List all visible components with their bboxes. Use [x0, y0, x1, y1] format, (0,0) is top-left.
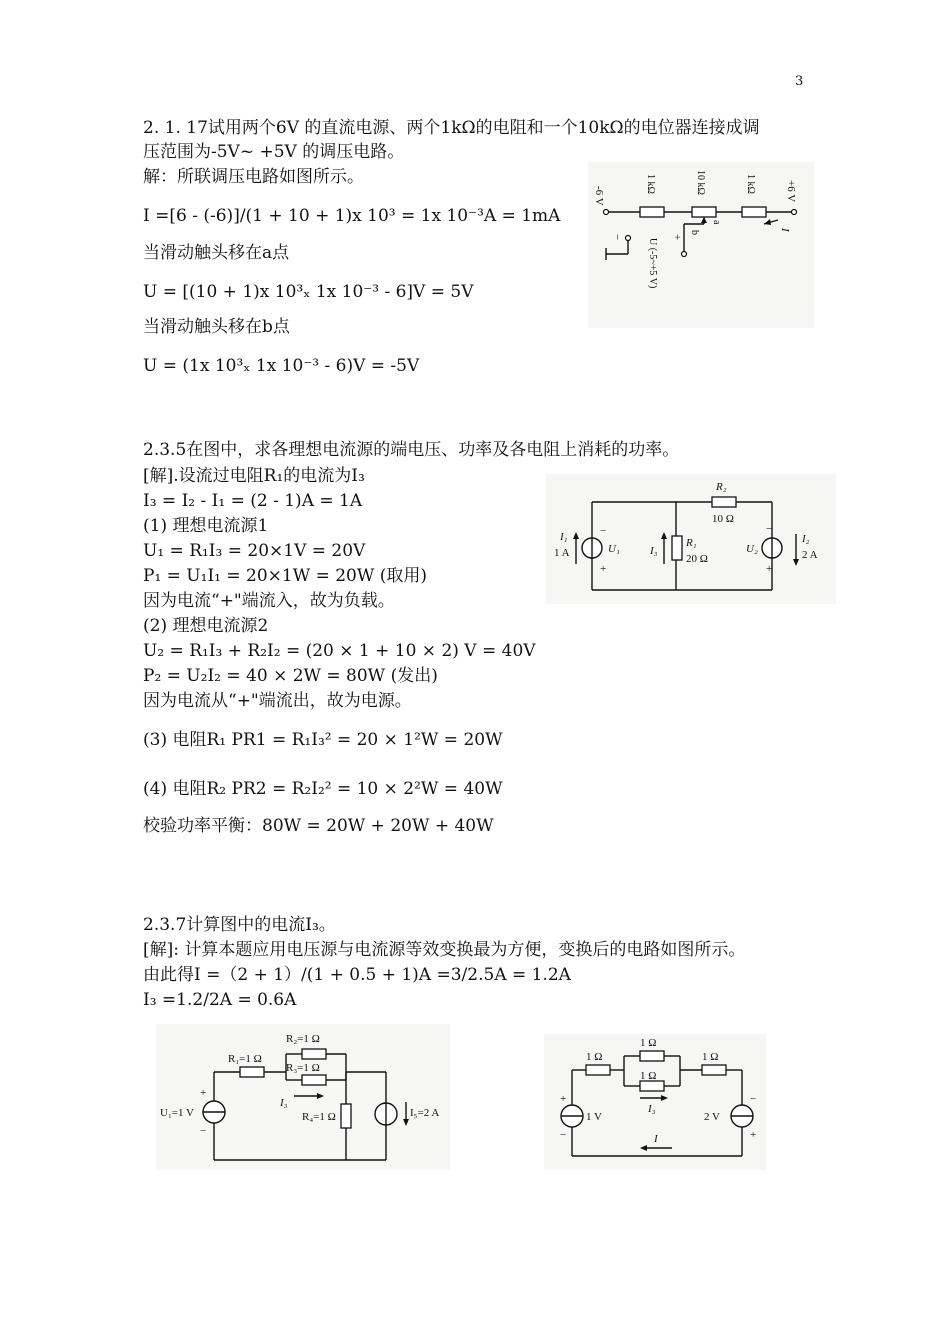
fig3r-i3: I₃ — [648, 1103, 656, 1115]
figure-original-circuit — [156, 1024, 450, 1170]
problem-2-3-5-r1-line: (3) 电阻R₁ PR1 = R₁I₃² = 20 × 1²W = 20W — [143, 730, 503, 750]
problem-2-1-17-case-b: 当滑动触头移在b点 — [143, 317, 290, 337]
fig3r-minus-right: − — [750, 1093, 757, 1105]
fig1-minus: − — [611, 234, 623, 241]
problem-2-3-5-question: 2.3.5在图中，求各理想电流源的端电压、功率及各电阻上消耗的功率。 — [143, 440, 680, 460]
fig2-i2-value: 2 A — [802, 549, 818, 561]
problem-2-3-7-solution: [解]: 计算本题应用电压源与电流源等效变换最为方便，变换后的电路如图所示。 — [143, 940, 746, 960]
fig3l-u1: U₁=1 V — [160, 1107, 194, 1119]
problem-2-3-5-eq-u2: U₂ = R₁I₃ + R₂I₂ = (20 × 1 + 10 × 2) V = 40V — [143, 641, 536, 661]
problem-2-3-5-r2-line: (4) 电阻R₂ PR2 = R₂I₂² = 10 × 2²W = 40W — [143, 779, 503, 799]
problem-2-3-5-eq-i3: I₃ = I₂ - I₁ = (2 - 1)A = 1A — [143, 491, 363, 511]
problem-2-3-7-eq-i: 由此得I =（2 + 1）/(1 + 0.5 + 1)A =3/2.5A = 1.2A — [143, 965, 571, 985]
fig1-current: I — [779, 228, 791, 232]
fig3r-r-left: 1 Ω — [586, 1051, 603, 1063]
fig3r-r-bottom: 1 Ω — [640, 1070, 657, 1082]
fig3r-r-top: 1 Ω — [640, 1037, 657, 1049]
problem-2-3-5-eq-p2: P₂ = U₂I₂ = 40 × 2W = 80W (发出) — [143, 666, 438, 686]
problem-2-1-17-eq-b: U = (1x 10³ₓ 1x 10⁻³ - 6)V = -5V — [143, 356, 420, 376]
figure-current-sources — [546, 474, 836, 604]
fig2-i1-value: 1 A — [554, 547, 570, 559]
fig1-left-source: -6 V — [593, 186, 605, 206]
figure-voltage-divider — [588, 162, 814, 328]
problem-2-3-5-balance: 校验功率平衡：80W = 20W + 20W + 40W — [143, 816, 494, 836]
problem-2-1-17-solution-intro: 解：所联调压电路如图所示。 — [143, 167, 364, 187]
problem-2-1-17-question-line2: 压范围为-5V~ +5V 的调压电路。 — [143, 142, 405, 162]
fig3l-i5: I₅=2 A — [410, 1107, 440, 1119]
fig3l-plus: + — [200, 1087, 207, 1099]
fig1-r-left: 1 kΩ — [645, 174, 656, 194]
fig1-node-b: b — [689, 230, 700, 235]
problem-2-3-5-src1-heading: (1) 理想电流源1 — [143, 516, 269, 536]
problem-2-1-17-question-line1: 2. 1. 17试用两个6V 的直流电源、两个1kΩ的电阻和一个10kΩ的电位器连接成调 — [143, 118, 760, 138]
fig2-src2-minus: − — [766, 523, 773, 535]
fig3r-minus-left: − — [560, 1129, 567, 1141]
fig2-u1: U₁ — [608, 543, 620, 555]
fig2-r1-name: R₁ — [686, 537, 697, 549]
problem-2-3-5-assume: [解].设流过电阻R₁的电流为I₃ — [143, 466, 365, 486]
fig3l-r1: R₁=1 Ω — [228, 1053, 262, 1065]
fig1-r-right: 1 kΩ — [745, 174, 756, 194]
fig1-node-a: a — [711, 220, 722, 225]
fig1-right-source: +6 V — [785, 180, 797, 203]
fig3r-current: I — [654, 1133, 658, 1145]
fig3l-minus: − — [200, 1125, 207, 1137]
fig3l-r3: R₃=1 Ω — [286, 1062, 320, 1074]
problem-2-3-7-eq-i3: I₃ =1.2/2A = 0.6A — [143, 990, 297, 1010]
fig2-i2-name: I₂ — [802, 533, 810, 545]
fig2-i1-name: I₁ — [560, 531, 568, 543]
problem-2-1-17-eq-current: I =[6 - (-6)]/(1 + 10 + 1)x 10³ = 1x 10⁻³A = 1mA — [143, 206, 561, 226]
problem-2-3-7-question: 2.3.7计算图中的电流I₃。 — [143, 915, 336, 935]
fig3r-plus-right: + — [750, 1129, 757, 1141]
fig3l-r4: R₄=1 Ω — [302, 1111, 336, 1123]
fig2-src1-minus: − — [600, 525, 607, 537]
fig1-output: U (-5~+5 V) — [647, 238, 658, 289]
problem-2-3-5-src2-note: 因为电流从“+"端流出，故为电源。 — [143, 691, 412, 711]
fig3r-plus-left: + — [560, 1093, 567, 1105]
fig1-plus: + — [671, 234, 683, 241]
fig3r-v-right: 2 V — [704, 1111, 720, 1123]
fig2-src2-plus: + — [766, 563, 773, 575]
fig1-pot: 10 kΩ — [695, 170, 706, 195]
figure-transformed-circuit — [544, 1034, 766, 1170]
fig2-u2: U₂ — [746, 543, 758, 555]
problem-2-3-5-eq-p1: P₁ = U₁I₁ = 20×1W = 20W (取用) — [143, 566, 428, 586]
problem-2-1-17-case-a: 当滑动触头移在a点 — [143, 243, 290, 263]
fig2-r2-name: R₂ — [716, 481, 727, 493]
page-number: 3 — [795, 74, 804, 89]
fig2-r2-value: 10 Ω — [712, 513, 734, 525]
problem-2-1-17-eq-a: U = [(10 + 1)x 10³ₓ 1x 10⁻³ - 6]V = 5V — [143, 282, 474, 302]
fig2-i3: I₃ — [650, 545, 658, 557]
problem-2-3-5-src1-note: 因为电流“+"端流入，故为负载。 — [143, 591, 395, 611]
fig3r-r-right: 1 Ω — [702, 1051, 719, 1063]
fig2-src1-plus: + — [600, 563, 607, 575]
fig3l-r2: R₂=1 Ω — [286, 1033, 320, 1045]
fig3r-v-left: 1 V — [586, 1111, 602, 1123]
problem-2-3-5-src2-heading: (2) 理想电流源2 — [143, 616, 269, 636]
fig2-r1-value: 20 Ω — [686, 553, 708, 565]
fig3l-i3: I₃ — [280, 1097, 288, 1109]
problem-2-3-5-eq-u1: U₁ = R₁I₃ = 20×1V = 20V — [143, 541, 366, 561]
